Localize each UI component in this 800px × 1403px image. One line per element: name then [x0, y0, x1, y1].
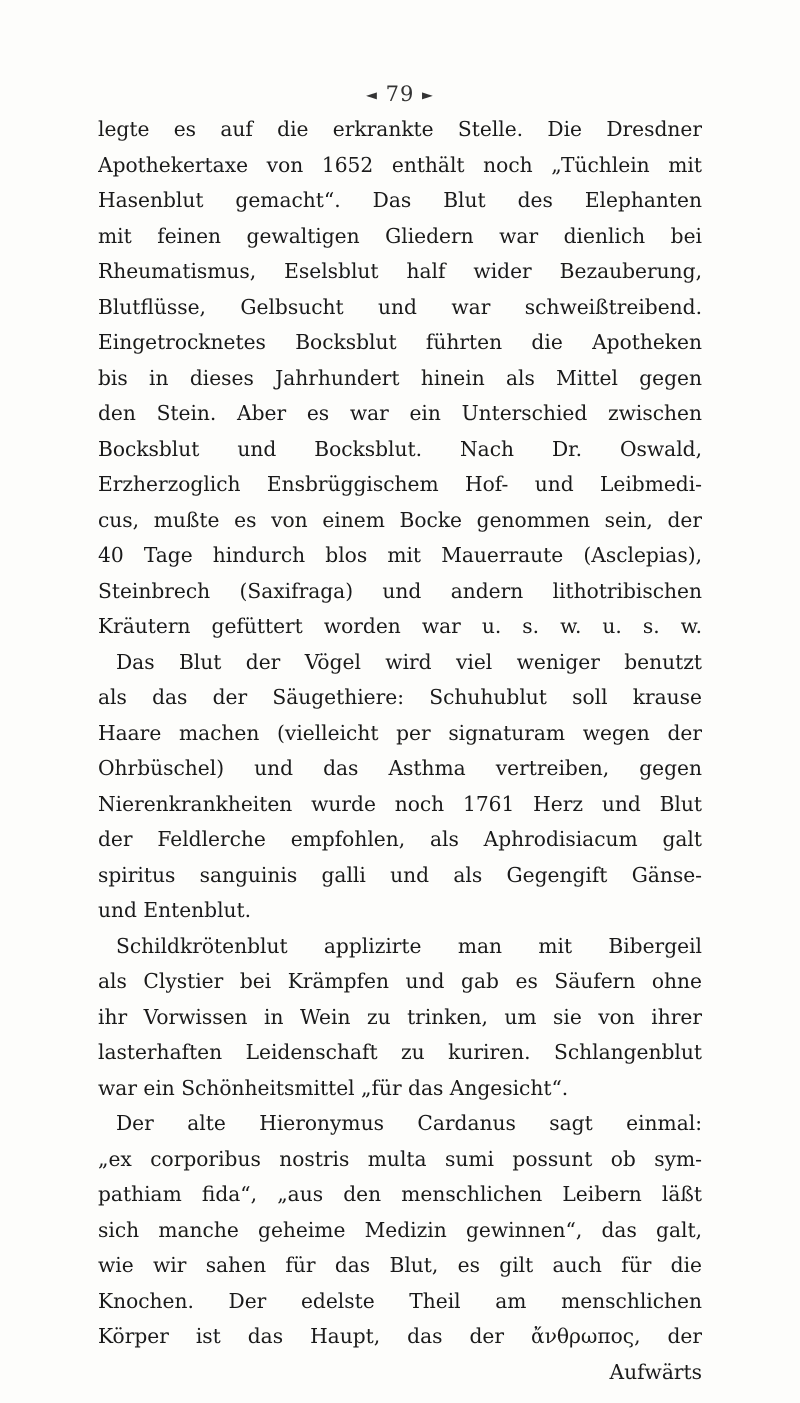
text-line: Bocksblut und Bocksblut. Nach Dr. Oswald,	[98, 436, 702, 461]
right-ornament-icon: ►	[422, 87, 434, 104]
text-line: Körper ist das Haupt, das der ἄνθρωπος, der	[98, 1324, 702, 1348]
text-line: und Entenblut.	[98, 898, 252, 922]
text-line: „ex corporibus nostris multa sumi possunt ob sym-	[98, 1146, 702, 1171]
text-line: Nierenkrankheiten wurde noch 1761 Herz und Blut	[98, 791, 702, 816]
text-line: Erzherzoglich Ensbrüggischem Hof- und Leibmedi-	[98, 472, 702, 496]
text-line: den Stein. Aber es war ein Unterschied zwischen	[98, 401, 702, 425]
page-number: 79	[385, 82, 415, 106]
body-text	[98, 112, 702, 1390]
text-line: als Clystier bei Krämpfen und gab es Säufern ohne	[98, 969, 702, 993]
text-line: Schildkrötenblut applizirte man mit Bibergeil	[116, 933, 702, 958]
page-header	[0, 82, 800, 106]
text-line: bis in dieses Jahrhundert hinein als Mittel gegen	[98, 365, 702, 390]
text-line: 40 Tage hindurch blos mit Mauerraute (Asclepias),	[98, 543, 702, 567]
text-line: Blutflüsse, Gelbsucht und war schweißtreibend.	[98, 294, 702, 319]
text-line: wie wir sahen für das Blut, es gilt auch für die	[98, 1253, 702, 1277]
text-line: Apothekertaxe von 1652 enthält noch „Tüchlein mit	[98, 152, 702, 177]
text-line: Knochen. Der edelste Theil am menschlichen	[98, 1288, 702, 1313]
left-ornament-icon: ◄	[366, 87, 378, 104]
text-line: Eingetrocknetes Bocksblut führten die Apotheken	[98, 330, 702, 354]
text-line: ihr Vorwissen in Wein zu trinken, um sie von ihrer	[98, 1004, 702, 1029]
text-line: Der alte Hieronymus Cardanus sagt einmal:	[116, 1111, 702, 1135]
text-line: sich manche geheime Medizin gewinnen“, das galt,	[98, 1217, 702, 1242]
text-line: legte es auf die erkrankte Stelle. Die Dresdner	[98, 117, 702, 141]
catchword: Aufwärts	[609, 1359, 702, 1384]
text-line: Das Blut der Vögel wird viel weniger benutzt	[116, 649, 702, 674]
text-line: Ohrbüschel) und das Asthma vertreiben, gegen	[98, 756, 702, 780]
text-line: lasterhaften Leidenschaft zu kuriren. Schlangenblut	[98, 1040, 702, 1064]
text-line: war ein Schönheitsmittel „für das Angesicht“.	[98, 1075, 569, 1100]
text-line: Steinbrech (Saxifraga) und andern lithotribischen	[98, 578, 702, 603]
text-line: Kräutern gefüttert worden war u. s. w. u. s. w.	[98, 614, 702, 638]
text-line: spiritus sanguinis galli und als Gegengift Gänse-	[98, 862, 702, 887]
text-line: mit feinen gewaltigen Gliedern war dienlich bei	[98, 223, 702, 248]
text-line: Hasenblut gemacht“. Das Blut des Elephanten	[98, 188, 702, 212]
text-line: als das der Säugethiere: Schuhublut soll krause	[98, 685, 702, 709]
text-line: pathiam fida“, „aus den menschlichen Leibern läßt	[98, 1182, 702, 1206]
text-line: cus, mußte es von einem Bocke genommen sein, der	[98, 507, 702, 532]
text-line: Rheumatismus, Eselsblut half wider Bezauberung,	[98, 259, 702, 283]
text-line: der Feldlerche empfohlen, als Aphrodisiacum galt	[98, 827, 702, 851]
text-line: Haare machen (vielleicht per signaturam wegen der	[98, 720, 702, 745]
